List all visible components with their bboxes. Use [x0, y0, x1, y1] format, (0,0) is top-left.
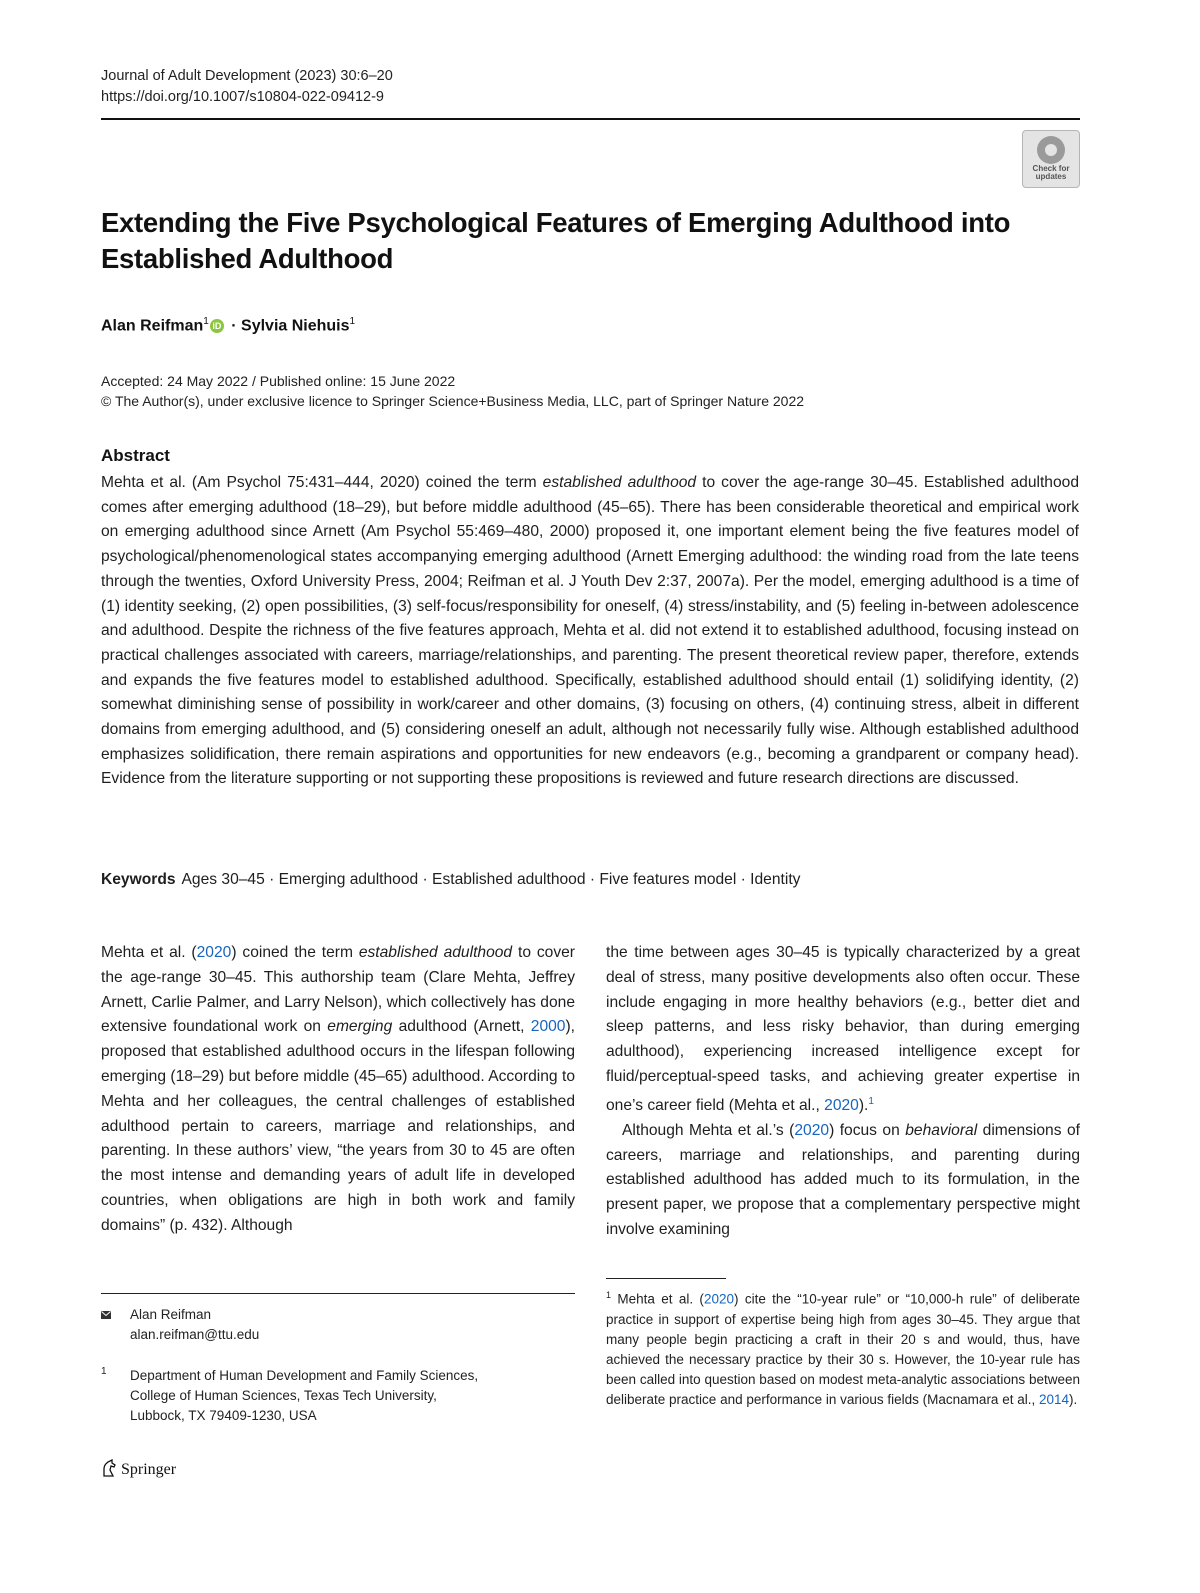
correspondence-name: Alan Reifman [130, 1307, 212, 1322]
body-paragraph: Although Mehta et al.’s (2020) focus on behavioral dimensions of careers, marriage and relationships, and parenting during established adulthood has added much to its formulation, in the present paper, we propose that a complementary perspective might involve examining [606, 1121, 1080, 1238]
publication-dates: Accepted: 24 May 2022 / Published online: 15 June 2022 [101, 373, 456, 389]
keywords-label: Keywords [101, 871, 176, 888]
body-left-column [101, 941, 575, 1239]
header-rule [101, 118, 1080, 120]
body-paragraph: Mehta et al. (2020) coined the term established adulthood to cover the age-range 30–45. This authorship team (Clare Mehta, Jeffrey Arnett, Carlie Palmer, and Larry Nelson), which collectively has done extensive foundational work on emerging adulthood (Arnett, 2000), proposed that established adulthood occurs in the lifespan following emerging (18–29) but before middle (45–65) adulthood. According to Mehta and her colleagues, the central challenges of established adulthood pertain to careers, marriage and relationships, and parenting. In these authors’ view, “the years from 30 to 45 are often the most intense and demanding years of adult life in developed countries, when obligations are high in both work and family domains” (p. 432). Although [101, 944, 575, 1234]
correspondence-rule [101, 1293, 575, 1294]
affiliation-marker: 1 [349, 316, 356, 327]
footnote-marker[interactable]: 1 [868, 1095, 874, 1107]
author-list [101, 311, 355, 337]
body-right-column [606, 941, 1080, 1243]
doi-link[interactable]: https://doi.org/10.1007/s10804-022-09412-9 [101, 89, 384, 105]
footnote-number: 1 [606, 1290, 612, 1300]
author-name[interactable]: Alan Reifman [101, 317, 204, 335]
citation-link[interactable]: 2020 [196, 944, 232, 961]
abstract-segment: Mehta et al. (Am Psychol 75:431–444, 2020) coined the term [101, 474, 543, 491]
envelope-icon [101, 1305, 111, 1325]
check-for-updates-badge[interactable] [1022, 130, 1080, 188]
abstract-segment: to cover the age-range 30–45. Established adulthood comes after emerging adulthood (18–29), but before middle adulthood (45–65). There has been considerable theoretical and empirical work on emerging adulthood since Arnett (Am Psychol 55:469–480, 2000) proposed it, one important element being the five features model of psychological/phenomenological states accompanying emerging adulthood (Arnett Emerging adulthood: the winding road from the late teens through the twenties, Oxford University Press, 2004; Reifman et al. J Youth Dev 2:37, 2007a). Per the model, emerging adulthood is a time of (1) identity seeking, (2) open possibilities, (3) self-focus/responsibility for oneself, (4) stress/instability, and (5) feeling in-between adolescence and adulthood. Despite the richness of the five features approach, Mehta et al. did not extend it to established adulthood, focusing instead on practical challenges associated with careers, marriage/relationships, and parenting. The present theoretical review paper, therefore, extends and expands the five features model to established adulthood. Specifically, established adulthood should entail (1) solidifying identity, (2) somewhat diminishing sense of possibility in work/career and other domains, (3) focusing on others, (4) continuing stress, albeit in different domains from emerging adulthood, and (5) considering oneself an adult, although not necessarily fully wise. Although established adulthood emphasizes solidification, there remain aspirations and opportunities for new endeavors (e.g., becoming a grandparent or company head). Evidence from the literature supporting or not supporting these propositions is reviewed and future research directions are discussed. [101, 474, 1079, 788]
affiliation-line: Department of Human Development and Family Sciences, [130, 1368, 479, 1383]
keywords [101, 869, 800, 891]
correspondence-email[interactable]: alan.reifman@ttu.edu [130, 1327, 260, 1342]
publisher-logo [101, 1458, 176, 1482]
affiliation-line: College of Human Sciences, Texas Tech University, [130, 1388, 437, 1403]
footnote-rule [606, 1278, 726, 1279]
citation-link[interactable]: 2020 [824, 1096, 859, 1114]
affiliation-marker: 1 [203, 316, 209, 327]
citation-link[interactable]: 2014 [1038, 1391, 1070, 1407]
citation-link[interactable]: 2020 [794, 1121, 830, 1139]
author-name[interactable]: Sylvia Niehuis [241, 317, 350, 335]
affiliation-line: Lubbock, TX 79409-1230, USA [130, 1408, 317, 1423]
citation-link[interactable]: 2000 [530, 1018, 566, 1036]
abstract-term: established adulthood [542, 474, 697, 491]
body-paragraph: the time between ages 30–45 is typically characterized by a great deal of stress, many positive developments also often occur. These include engaging in more healthy behaviors (e.g., better diet and sleep patterns, and less risky behavior, than during emerging adulthood), experiencing increased intelligence except for fluid/perceptual-speed tasks, and achieving greater expertise in one’s career field (Mehta et al., 2020).$^1$ [606, 944, 1080, 1114]
badge-line-2: updates [1035, 172, 1067, 181]
copyright-notice: © The Author(s), under exclusive licence to Springer Science+Business Media, LLC, part of Springer Nature 2022 [101, 393, 805, 409]
author-separator: · [226, 317, 242, 335]
keywords-list: Ages 30–45 · Emerging adulthood · Established adulthood · Five features model · Identity [181, 871, 801, 888]
article-title: Extending the Five Psychological Features of Emerging Adulthood into Established Adulthood [101, 207, 1011, 274]
check-for-updates-icon [1037, 136, 1065, 164]
citation-link[interactable]: 2020 [703, 1291, 734, 1307]
springer-horse-icon [101, 1459, 117, 1477]
abstract-heading: Abstract [101, 446, 170, 465]
badge-line-1: Check for [1032, 164, 1070, 173]
footnote: $^1$ Mehta et al. (2020) cite the “10-year rule” or “10,000-h rule” of deliberate practice in support of expertise being high from ages 30–45. They argue that many people begin practicing a craft in their 20 s and would, thus, have achieved the necessary practice by their 30 s. However, the 10-year rule has been called into question based on modest meta-analytic associations between deliberate practice and performance in various fields (Macnamara et al., 2014). [606, 1290, 1080, 1407]
affiliation-number: 1 [101, 1366, 107, 1377]
journal-citation: Journal of Adult Development (2023) 30:6–20 [101, 68, 393, 84]
publisher-name: Springer [121, 1461, 177, 1478]
orcid-icon[interactable]: iD [210, 319, 224, 333]
abstract-text [101, 471, 1079, 792]
